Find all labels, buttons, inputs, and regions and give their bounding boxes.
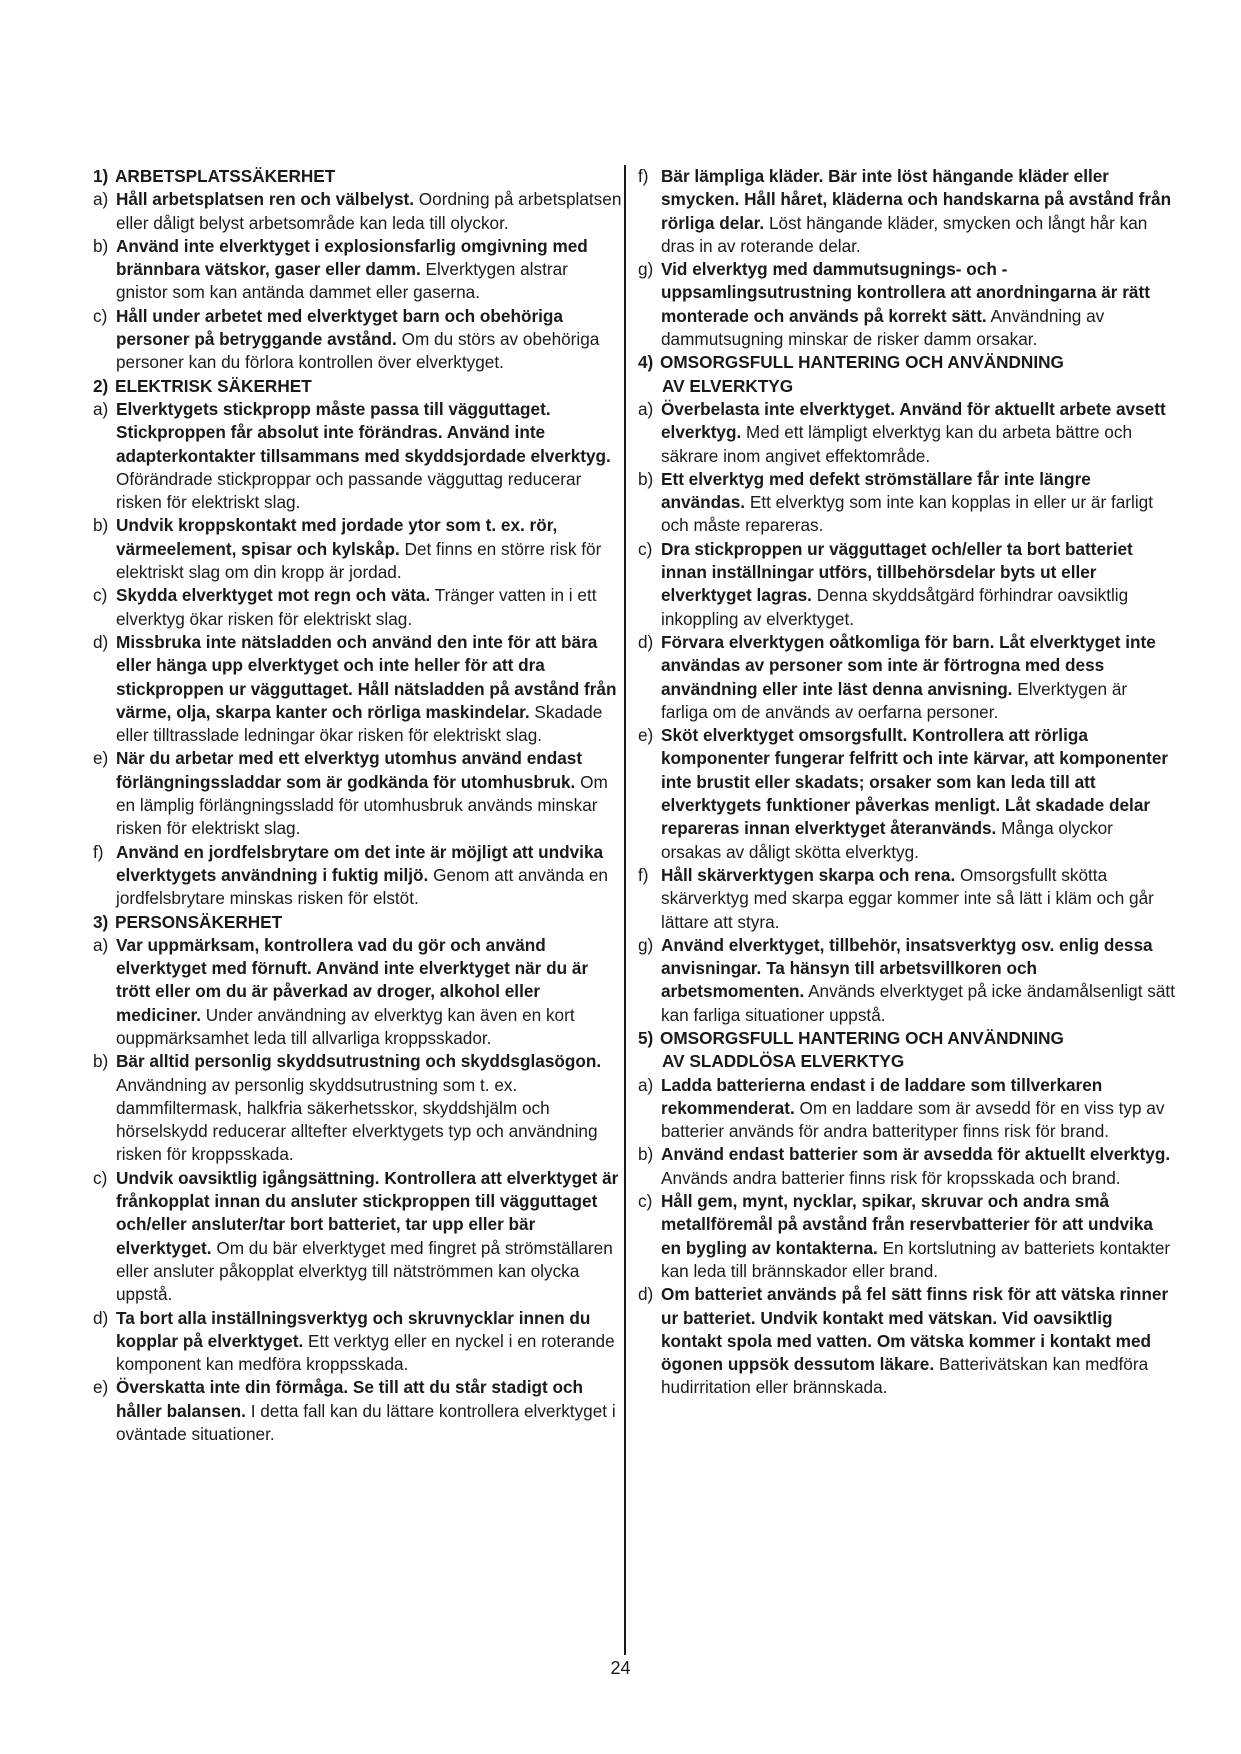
- item-body: [116, 631, 623, 747]
- section-heading: [638, 351, 1176, 398]
- item-text: Batterivätskan kan medföra hudirritation eller brännskada.: [661, 1354, 1149, 1398]
- item-bold-text: Ett elverktyg med defekt strömställare får inte längre användas.: [661, 468, 1091, 513]
- item-text: Elverktygen alstrar gnistor som kan antända dammet eller gaserna.: [116, 259, 568, 303]
- item-body: [661, 864, 1176, 934]
- item-body: [116, 1307, 623, 1377]
- section-title: PERSONSÄKERHET: [115, 911, 283, 932]
- item-label: a): [93, 398, 109, 419]
- item-bold-text: Använd inte elverktyget i explosionsfarlig omgivning med brännbara vätskor, gaser eller damm.: [116, 235, 588, 280]
- item-body: [661, 398, 1176, 468]
- item-bold-text: Missbruka inte nätsladden och använd den inte för att bära eller hänga upp elverktyget och inte heller för att dra stickproppen ur vägguttaget. Håll nätsladden på avstånd från värme, olja, skarpa kanter och rörliga maskindelar.: [116, 631, 617, 722]
- item-bold-text: Elverktygets stickpropp måste passa till vägguttaget. Stickproppen får absolut inte förändras. Använd inte adapterkontakter tillsammans med skyddsjordade elverktyg.: [116, 398, 611, 466]
- item-bold-text: Överbelasta inte elverktyget. Använd för aktuellt arbete avsett elverktyg.: [661, 398, 1166, 443]
- item-bold-text: Förvara elverktygen oåtkomliga för barn. Låt elverktyget inte användas av personer som inte är förtrogna med dess användning eller inte läst denna anvisning.: [661, 631, 1156, 699]
- item-label: c): [93, 305, 108, 326]
- list-item: [638, 468, 1176, 538]
- list-item: [93, 235, 623, 305]
- section-heading: [638, 1027, 1176, 1074]
- item-label: d): [93, 1307, 109, 1328]
- section-title: OMSORGSFULL HANTERING OCH ANVÄNDNING: [660, 1027, 1064, 1048]
- item-body: [661, 165, 1176, 258]
- item-bold-text: Överskatta inte din förmåga. Se till att du står stadigt och håller balansen.: [116, 1377, 584, 1421]
- section-heading: [93, 375, 623, 398]
- section-heading: [93, 165, 623, 188]
- item-text: Används elverktyget på icke ändamålsenligt sätt kan farliga situationer uppstå.: [661, 981, 1175, 1025]
- item-bold-text: Undvik kroppskontakt med jordade ytor som t. ex. rör, värmeelement, spisar och kylskåp.: [116, 515, 558, 559]
- section-number: 2): [93, 375, 109, 396]
- list-item: [638, 398, 1176, 468]
- item-text: Används andra batterier finns risk för kropsskada och brand.: [661, 1167, 1121, 1188]
- list-item: [638, 538, 1176, 631]
- item-label: b): [638, 468, 654, 489]
- item-body: [116, 841, 623, 911]
- item-bold-text: Skydda elverktyget mot regn och väta.: [116, 585, 431, 606]
- item-text: Användning av dammutsugning minskar de risker damm orsakar.: [661, 305, 1105, 350]
- list-item: [638, 1143, 1176, 1190]
- section-title: OMSORGSFULL HANTERING OCH ANVÄNDNING: [660, 352, 1064, 373]
- list-item: [93, 1307, 623, 1377]
- section-number: 5): [638, 1027, 654, 1048]
- left-column: [93, 165, 623, 1446]
- item-label: a): [638, 1074, 654, 1095]
- item-label: b): [93, 1051, 109, 1072]
- item-bold-text: Ta bort alla inställningsverktyg och skruvnycklar innen du kopplar på elverktyget.: [116, 1307, 591, 1351]
- item-label: d): [93, 631, 109, 652]
- item-body: [116, 1050, 623, 1166]
- item-text: Under användning av elverktyg kan även en kort ouppmärksamhet leda till allvarliga kroppsskador.: [116, 1004, 575, 1048]
- item-label: c): [93, 1167, 108, 1188]
- item-bold-text: Om batteriet används på fel sätt finns risk för att vätska rinner ur batteriet. Undvik kontakt med vätskan. Vid oavsiktlig kontakt spola med vatten. Om vätska kommer i kontakt med ögonen uppsök dessutom läkare.: [661, 1284, 1169, 1375]
- item-text: Genom att använda en jordfelsbrytare minskas risken för elstöt.: [116, 864, 608, 909]
- item-body: [661, 258, 1176, 351]
- item-text: Tränger vatten in i ett elverktyg ökar risken för elektriskt slag.: [116, 585, 597, 629]
- section-title: ELEKTRISK SÄKERHET: [115, 375, 312, 396]
- item-text: Omsorgsfullt skötta skärverktyg med skarpa eggar kommer inte så lätt i kläm och går lättare att styra.: [661, 864, 1154, 932]
- list-item: [638, 258, 1176, 351]
- item-label: g): [638, 259, 654, 280]
- list-item: [93, 1050, 623, 1166]
- list-item: [638, 934, 1176, 1027]
- item-label: f): [638, 864, 649, 885]
- item-text: Om du bär elverktyget med fingret på strömställaren eller ansluter påkopplat elverktyg till nätströmmen kan olycka uppstå.: [116, 1237, 613, 1305]
- item-label: f): [93, 841, 104, 862]
- item-label: a): [638, 398, 654, 419]
- item-body: [661, 538, 1176, 631]
- item-label: b): [638, 1144, 654, 1165]
- section-title: ARBETSPLATSSÄKERHET: [115, 166, 336, 186]
- item-label: d): [638, 631, 654, 652]
- page-number: 24: [610, 1658, 631, 1678]
- item-text: Skadade eller tilltrasslade ledningar ökar risken för elektriskt slag.: [116, 701, 603, 746]
- list-item: [93, 631, 623, 747]
- item-bold-text: Vid elverktyg med dammutsugnings- och -uppsamlingsutrustning kontrollera att anordningarna är rätt monterade och används på korrekt sätt.: [661, 259, 1150, 326]
- item-text: Löst hängande kläder, smycken och långt hår kan dras in av roterande delar.: [661, 212, 1148, 256]
- item-body: [116, 934, 623, 1050]
- item-text: Ett elverktyg som inte kan kopplas in eller ur är farligt och måste repareras.: [661, 492, 1153, 536]
- item-text: Det finns en större risk för elektriskt slag om din kropp är jordad.: [116, 538, 602, 583]
- item-text: Med ett lämpligt elverktyg kan du arbeta bättre och säkrare inom angivet effektområde.: [661, 422, 1133, 466]
- section-number: 4): [638, 352, 654, 373]
- item-text: Användning av personlig skyddsutrustning som t. ex. dammfiltermask, halkfria säkerhetsskor, skyddshjälm och hörselskydd reducerar alltefter elverktygets typ och användning risken för kroppsskada.: [116, 1074, 598, 1165]
- item-bold-text: Undvik oavsiktlig igångsättning. Kontrollera att elverktyget är frånkopplat innan du ansluter stickproppen till vägguttaget och/eller ansluter/tar bort batteriet, tar upp eller bär elverktyget.: [116, 1167, 619, 1258]
- section-heading: [93, 911, 623, 934]
- item-bold-text: Använd elverktyget, tillbehör, insatsverktyg osv. enlig dessa anvisningar. Ta hänsyn till arbetsvillkoren och arbetsmomenten.: [661, 934, 1153, 1002]
- item-text: Elverktygen är farliga om de används av oerfarna personer.: [661, 678, 1128, 722]
- item-body: [661, 1190, 1176, 1283]
- item-bold-text: Sköt elverktyget omsorgsfullt. Kontrollera att rörliga komponenter fungerar felfritt och inte kärvar, att komponenter inte brustit eller skadats; orsaker som kan leda till att elverktygets funktioner påverkas menligt. Låt skadade delar repareras innan elverktyget återanvänds.: [661, 725, 1169, 839]
- item-label: f): [638, 166, 649, 186]
- item-bold-text: Bär lämpliga kläder. Bär inte löst hängande kläder eller smycken. Håll håret, kläderna och handskarna på avstånd från rörliga delar.: [661, 166, 1172, 233]
- list-item: [93, 584, 623, 631]
- list-item: [93, 398, 623, 514]
- item-bold-text: När du arbetar med ett elverktyg utomhus använd endast förlängningssladdar som är godkända för utomhusbruk.: [116, 748, 583, 792]
- item-text: Oordning på arbetsplatsen eller dåligt belyst arbetsområde kan leda till olyckor.: [116, 189, 622, 233]
- list-item: [93, 305, 623, 375]
- section-title: AV ELVERKTYG: [662, 375, 794, 396]
- item-bold-text: Använd endast batterier som är avsedda för aktuellt elverktyg.: [661, 1144, 1171, 1165]
- item-body: [661, 934, 1176, 1027]
- item-body: [661, 631, 1176, 724]
- item-text: Många olyckor orsakas av dåligt skötta elverktyg.: [661, 818, 1113, 862]
- item-body: [661, 1143, 1176, 1190]
- section-title: AV SLADDLÖSA ELVERKTYG: [662, 1051, 905, 1072]
- list-item: [638, 724, 1176, 864]
- item-label: e): [93, 1377, 109, 1398]
- list-item: [93, 841, 623, 911]
- item-bold-text: Använd en jordfelsbrytare om det inte är möjligt att undvika elverktygets användning i fuktig miljö.: [116, 841, 604, 885]
- list-item: [93, 188, 623, 235]
- list-item: [93, 1376, 623, 1446]
- item-label: g): [638, 934, 654, 955]
- list-item: [638, 631, 1176, 724]
- item-text: Om en lämplig förlängningssladd för utomhusbruk används minskar risken för elektriskt slag.: [116, 771, 608, 839]
- item-bold-text: Dra stickproppen ur vägguttaget och/eller ta bort batteriet innan inställningar utförs, tillbehörsdelar byts ut eller elverktyget lagras.: [661, 538, 1133, 606]
- item-body: [116, 514, 623, 584]
- item-text: Om du störs av obehöriga personer kan du förlora kontrollen över elverktyget.: [116, 329, 600, 373]
- list-item: [638, 1283, 1176, 1399]
- item-text: I detta fall kan du lättare kontrollera elverktyget i oväntade situationer.: [116, 1400, 616, 1445]
- list-item: [638, 165, 1176, 258]
- item-body: [116, 1376, 623, 1446]
- item-label: a): [93, 934, 109, 955]
- item-text: Ett verktyg eller en nyckel i en roterande komponent kan medföra kroppsskada.: [116, 1330, 615, 1375]
- item-body: [661, 1074, 1176, 1144]
- item-body: [116, 305, 623, 375]
- list-item: [638, 1074, 1176, 1144]
- list-item: [93, 514, 623, 584]
- item-label: c): [638, 538, 653, 559]
- item-text: Oförändrade stickproppar och passande vägguttag reducerar risken för elektriskt slag.: [116, 468, 582, 513]
- item-bold-text: Var uppmärksam, kontrollera vad du gör och använd elverktyget med förnuft. Använd inte elverktyget när du är trött eller om du är påverkad av droger, alkohol eller mediciner.: [116, 934, 589, 1025]
- item-bold-text: Håll skärverktygen skarpa och rena.: [661, 864, 956, 885]
- item-label: d): [638, 1284, 654, 1305]
- item-label: c): [93, 585, 108, 606]
- section-number: 1): [93, 166, 109, 186]
- list-item: [93, 1167, 623, 1307]
- item-body: [116, 235, 623, 305]
- item-body: [116, 398, 623, 514]
- list-item: [93, 934, 623, 1050]
- item-bold-text: Håll gem, mynt, nycklar, spikar, skruvar och andra små metallföremål på avstånd från reservbatterier för att undvika en bygling av kontakterna.: [661, 1191, 1153, 1258]
- list-item: [638, 1190, 1176, 1283]
- list-item: [93, 747, 623, 840]
- item-body: [116, 1167, 623, 1307]
- item-body: [661, 724, 1176, 864]
- item-body: [116, 584, 623, 631]
- item-body: [116, 188, 623, 235]
- item-label: e): [93, 748, 109, 769]
- item-text: Om en laddare som är avsedd för en viss typ av batterier används för andra batterityper finns risk för brand.: [661, 1097, 1165, 1142]
- item-body: [661, 1283, 1176, 1399]
- item-text: En kortslutning av batteriets kontakter kan leda till brännskador eller brand.: [661, 1237, 1171, 1281]
- item-label: a): [93, 189, 109, 210]
- item-label: c): [638, 1191, 653, 1212]
- section-number: 3): [93, 911, 109, 932]
- item-label: b): [93, 515, 109, 536]
- column-divider: [624, 165, 626, 1655]
- item-label: b): [93, 235, 109, 256]
- item-body: [116, 747, 623, 840]
- item-bold-text: Håll arbetsplatsen ren och välbelyst.: [116, 189, 415, 210]
- item-bold-text: Ladda batterierna endast i de laddare som tillverkaren rekommenderat.: [661, 1074, 1103, 1118]
- item-bold-text: Bär alltid personlig skyddsutrustning och skyddsglasögon.: [116, 1051, 602, 1072]
- item-body: [661, 468, 1176, 538]
- right-column: [638, 165, 1176, 1400]
- item-text: Denna skyddsåtgärd förhindrar oavsiktlig inkoppling av elverktyget.: [661, 585, 1129, 629]
- item-bold-text: Håll under arbetet med elverktyget barn och obehöriga personer på betryggande avstånd.: [116, 305, 563, 350]
- item-label: e): [638, 725, 654, 746]
- list-item: [638, 864, 1176, 934]
